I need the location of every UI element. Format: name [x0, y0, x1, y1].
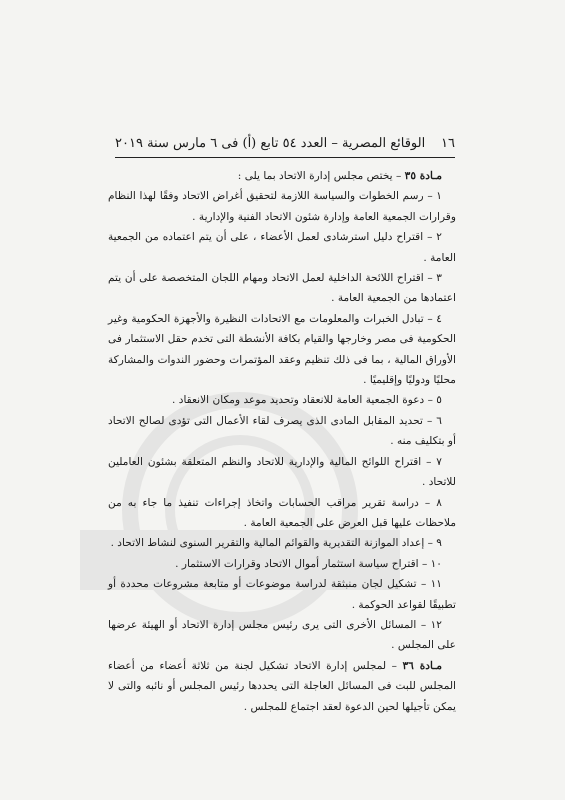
clause-1: ١ – رسم الخطوات والسياسة اللازمة لتحقيق أغراض الاتحاد وفقًا لهذا النظام وقرارات الجمعية العامة وإدارة شئون الاتحاد الفنية والإدارية . — [108, 190, 456, 223]
article-35-heading — [108, 166, 456, 186]
article-label: مـادة ٣٥ — [404, 170, 442, 182]
clause-9: ٩ – إعداد الموازنة التقديرية والقوائم المالية والتقرير السنوى لنشاط الاتحاد . — [110, 537, 442, 550]
clause-11: ١١ – تشكيل لجان منبثقة لدراسة موضوعات أو متابعة مشروعات محددة أو تطبيقًا لقواعد الحوكمة . — [108, 578, 456, 611]
article-label: مـادة ٣٦ — [402, 659, 443, 672]
clause-5: ٥ – دعوة الجمعية العامة للانعقاد وتحديد موعد ومكان الانعقاد . — [172, 394, 442, 407]
clause-7: ٧ – اقتراح اللوائح المالية والإدارية للاتحاد والنظم المتعلقة بشئون العاملين للاتحاد . — [108, 455, 456, 489]
journal-issue-line: الوقائع المصرية – العدد ٥٤ تابع (أ) فى ٦ مارس سنة ٢٠١٩ — [115, 135, 426, 151]
page-number: ١٦ — [441, 135, 455, 151]
header-divider — [115, 157, 455, 158]
paragraph-text: – لمجلس إدارة الاتحاد تشكيل لجنة من ثلاثة أعضاء من أعضاء المجلس للبت فى المسائل العاجلة التى يحددها رئيس المجلس أو نائبه والتى لا يمكن تأجيلها لحين الدعوة لعقد اجتماع للمجلس . — [108, 659, 456, 713]
page-header — [115, 132, 455, 154]
clause-4: ٤ – تبادل الخبرات والمعلومات مع الاتحادات النظيرة والأجهزة الحكومية وغير الحكومية فى مصر وخارجها والقيام بكافة الأنشطة التى تخدم حقل الاستثمار فى الأوراق المالية ، بما فى ذلك تنظيم وعقد المؤتمرات وحضور الندوات والمشاركة محليًا ودوليًا وإقليميًا . — [108, 312, 456, 387]
clause-6: ٦ – تحديد المقابل المادى الذى يصرف لقاء الأعمال التى تؤدى لصالح الاتحاد أو بتكليف منه . — [108, 414, 456, 448]
paragraph-text: – يختص مجلس إدارة الاتحاد بما يلى : — [237, 170, 405, 182]
clause-2: ٢ – اقتراح دليل استرشادى لعمل الأعضاء ، على أن يتم اعتماده من الجمعية العامة . — [108, 231, 456, 264]
article-36-heading — [108, 656, 456, 717]
clause-3: ٣ – اقتراح اللائحة الداخلية لعمل الاتحاد ومهام اللجان المتخصصة على أن يتم اعتمادها من الجمعية العامة . — [108, 272, 456, 305]
document-body — [108, 166, 456, 717]
clause-8: ٨ – دراسة تقرير مراقب الحسابات واتخاذ إجراءات تنفيذ ما جاء به من ملاحظات عليها قبل العرض على الجمعية العامة . — [108, 496, 456, 529]
clause-10: ١٠ – اقتراح سياسة استثمار أموال الاتحاد وقرارات الاستثمار . — [175, 557, 442, 570]
clause-12: ١٢ – المسائل الأخرى التى يرى رئيس مجلس إدارة الاتحاد أو الهيئة عرضها على المجلس . — [108, 618, 456, 652]
